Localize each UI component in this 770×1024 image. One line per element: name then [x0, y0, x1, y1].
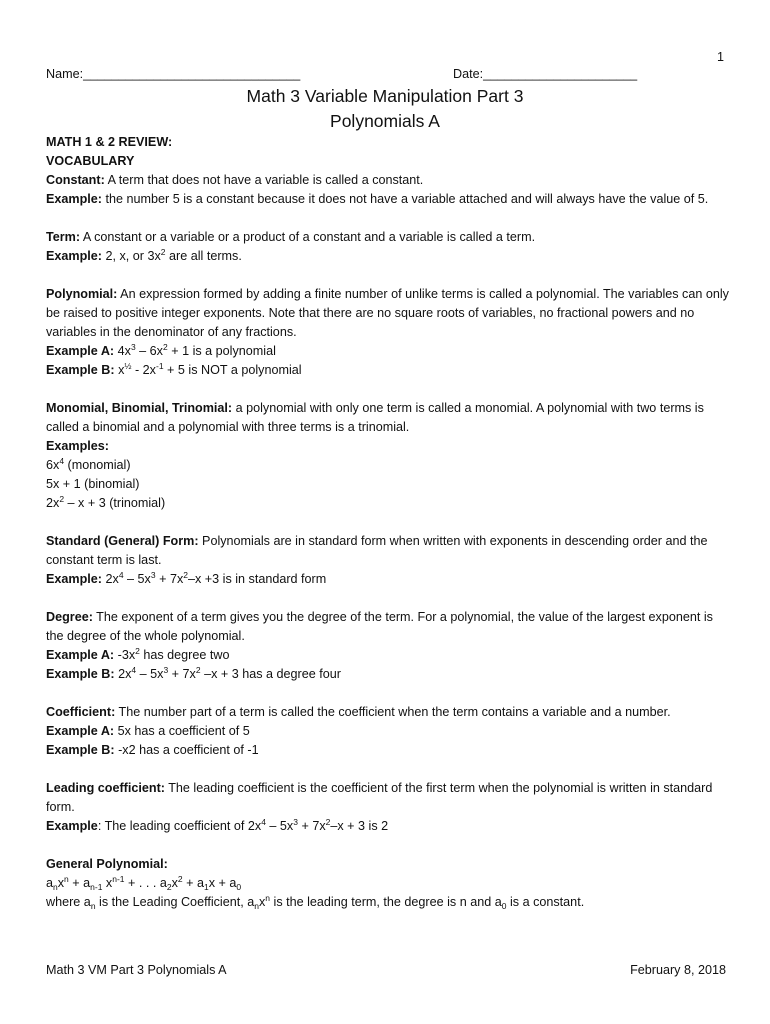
general-polynomial-explanation: where $a_n$ is the Leading Coefficient, $a_nx^n$ is the leading term, the degree is n and $a_0$ is a constant.: [46, 893, 585, 911]
standard-form-definition: [46, 532, 730, 570]
general-polynomial-formula: $a_nx^n + a_{n-1}$ $x^{n-1}$ + . . . $a_2x^2 + a_1x + a_0$: [46, 874, 242, 892]
standard-form-example: Example: $2x^4 - 5x^3 + 7x^2-x +3$ is in standard form: [46, 570, 327, 586]
page-number: 1: [716, 50, 724, 64]
example-label: Example A:: [46, 344, 115, 358]
example-text: the number 5 is a constant because it does not have a variable attached and will always have the value of 5.: [102, 192, 709, 206]
example-label: Example B:: [46, 667, 115, 681]
trinomial-example: $2x^2 - x + 3$ (trinomial): [46, 494, 166, 510]
constant-example: [46, 190, 730, 209]
definition-text: A term that does not have a variable is called a constant.: [104, 173, 424, 187]
date-field: Date:______________________: [453, 67, 638, 81]
review-heading: MATH 1 & 2 REVIEW:: [46, 135, 173, 149]
term-label: Degree:: [46, 610, 93, 624]
term-label: Leading coefficient:: [46, 781, 165, 795]
binomial-example: 5x + 1 (binomial): [46, 477, 140, 491]
general-polynomial-label: General Polynomial:: [46, 857, 168, 871]
example-label: Example:: [46, 192, 102, 206]
name-field: Name:_______________________________: [46, 67, 301, 81]
term-label: Term:: [46, 230, 81, 244]
page-footer: [46, 961, 726, 980]
vocab-heading: VOCABULARY: [46, 154, 135, 168]
footer-date: February 8, 2018: [630, 963, 726, 977]
mbt-definition: [46, 399, 730, 437]
title-block: [0, 84, 770, 134]
example-label: Example A:: [46, 648, 115, 662]
example-label: Example:: [46, 572, 102, 586]
term-label: Standard (General) Form:: [46, 534, 199, 548]
polynomial-definition: [46, 285, 730, 342]
definition-text: The number part of a term is called the coefficient when the term contains a variable and a number.: [115, 705, 671, 719]
coefficient-definition: [46, 703, 730, 722]
example-label: Example B:: [46, 363, 115, 377]
document-body: [46, 133, 730, 912]
leading-coefficient-definition: [46, 779, 730, 817]
constant-definition: [46, 171, 730, 190]
definition-text: Polynomials are in standard form when written with exponents in descending order and the constant term is last.: [46, 534, 708, 567]
examples-label: Examples:: [46, 439, 109, 453]
degree-example-a: Example A: $-3x^2$ has degree two: [46, 646, 230, 662]
definition-text: The exponent of a term gives you the degree of the term. For a polynomial, the value of the largest exponent is the degree of the whole polynomial.: [46, 610, 713, 643]
degree-example-b: Example B: $2x^4 - 5x^3 + 7x^2$ –x + 3 has a degree four: [46, 665, 341, 681]
definition-text: An expression formed by adding a finite number of unlike terms is called a polynomial. The variables can only be raised to positive integer exponents. Note that there are no square roots of variables, no fractional powers and no variables in the denominator of any fractions.: [46, 287, 729, 339]
coefficient-example-b: Example B: -x2 has a coefficient of -1: [46, 743, 259, 757]
polynomial-example-a: Example A: $4x^3 - 6x^2 + 1$ is a polynomial: [46, 342, 276, 358]
degree-definition: [46, 608, 730, 646]
definition-text: a polynomial with only one term is called a monomial. A polynomial with two terms is called a binomial and a polynomial with three terms is a trinomial.: [46, 401, 704, 434]
definition-text: A constant or a variable or a product of a constant and a variable is called a term.: [80, 230, 536, 244]
term-label: Constant:: [46, 173, 105, 187]
leading-coefficient-example: Example: The leading coefficient of $2x^4 - 5x^3 + 7x^2-x + 3$ is 2: [46, 817, 389, 833]
footer-document-title: Math 3 VM Part 3 Polynomials A: [46, 963, 227, 977]
term-example: Example: 2, x, or $3x^2$ are all terms.: [46, 247, 242, 263]
term-definition: [46, 228, 730, 247]
term-label: Coefficient:: [46, 705, 116, 719]
term-label: Polynomial:: [46, 287, 118, 301]
page-subtitle: Polynomials A: [330, 111, 440, 131]
example-label: Example:: [46, 249, 102, 263]
polynomial-example-b: Example B: $x^{\frac{1}{2}} - 2x^{-1} + 5$ is NOT a polynomial: [46, 361, 302, 377]
coefficient-example-a: Example A: 5x has a coefficient of 5: [46, 724, 250, 738]
example-label: Example: [46, 819, 98, 833]
monomial-example: $6x^4$ (monomial): [46, 456, 131, 472]
page-title: Math 3 Variable Manipulation Part 3: [246, 86, 524, 106]
term-label: Monomial, Binomial, Trinomial:: [46, 401, 233, 415]
example-label: Example B:: [46, 743, 115, 757]
definition-text: The leading coefficient is the coefficient of the first term when the polynomial is written in standard form.: [46, 781, 713, 814]
example-label: Example A:: [46, 724, 115, 738]
name-date-line: [46, 65, 726, 84]
